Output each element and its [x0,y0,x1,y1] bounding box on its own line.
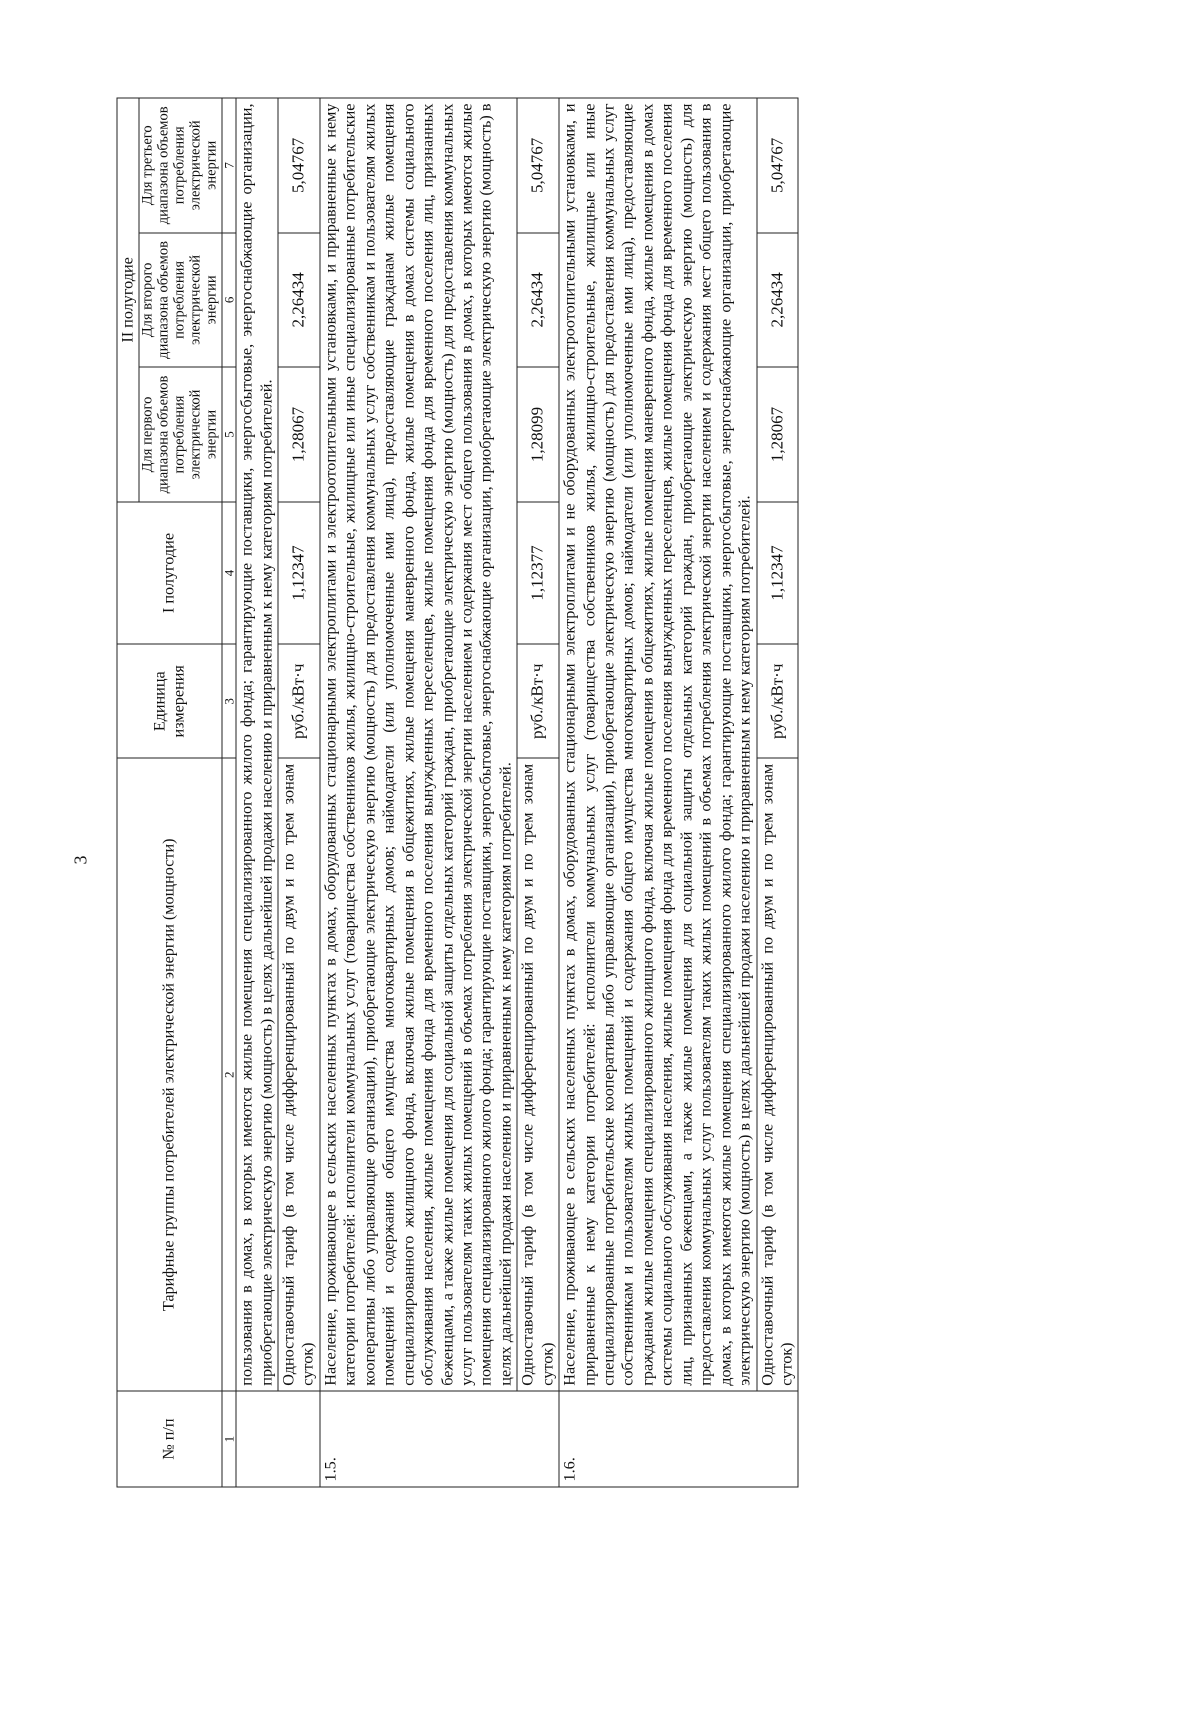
header-h2-sub2: Для второго диапазона объемов потребления электрической энергии [139,232,222,367]
column-number: 1 [222,1391,236,1487]
h2-range1-value: 1,28067 [278,367,320,502]
h2-range3-value: 5,04767 [756,98,798,233]
column-number: 5 [222,367,236,502]
tariff-label: Одноставочный тариф (в том числе дифференцированный по двум и по трем зонам суток) [278,758,320,1391]
header-col-groups: Тарифные группы потребителей электрической энергии (мощности) [117,758,222,1391]
header-col-no: № п/п [117,1391,222,1487]
column-number: 6 [222,232,236,367]
header-col-unit: Единица измерения [117,644,222,758]
header-h2-sub3: Для третьего диапазона объемов потребления электрической энергии [139,98,222,233]
unit-cell: руб./кВт·ч [278,644,320,758]
tariff-label: Одноставочный тариф (в том числе дифференцированный по двум и по трем зонам суток) [756,758,798,1391]
h2-range3-value: 5,04767 [517,98,559,233]
h1-value: 1,12347 [756,501,798,644]
unit-cell: руб./кВт·ч [756,644,798,758]
tariff-row [278,98,320,1487]
h1-value: 1,12377 [517,501,559,644]
h2-range1-value: 1,28067 [756,367,798,502]
unit-cell: руб./кВт·ч [517,644,559,758]
h2-range2-value: 2,26434 [756,232,798,367]
page-number: 3 [70,855,90,864]
header-col-h1: I полугодие [117,501,222,644]
h2-range1-value: 1,28099 [517,367,559,502]
h2-range2-value: 2,26434 [278,232,320,367]
tariff-table [116,97,798,1487]
row-number [236,1391,320,1487]
row-description: Население, проживающее в сельских населенных пунктах в домах, оборудованных стационарными электроплитами и электроотопительными установками, и приравненные к нему категории потребителей: исполнители коммунальных услуг (товарищества собственников жилья, жилищно-строительные, жилищные или иные специализированные потребительские кооперативы либо управляющие организации), приобретающие электрическую энергию (мощность) для предоставления коммунальных услуг собственникам и пользователям жилых помещений и содержания общего имущества многоквартирных домов; наймодатели (или уполномоченные ими лица), предоставляющие гражданам жилые помещения специализированного жилищного фонда, включая жилые помещения в общежитиях, жилые помещения маневренного фонда, жилые помещения в домах системы социального обслуживания населения, жилые помещения фонда для временного поселения вынужденных переселенцев, жилые помещения фонда для временного поселения лиц, признанных беженцами, а также жилые помещения для социальной защиты отдельных категорий граждан, приобретающие электрическую энергию (мощность) для предоставления коммунальных услуг пользователям таких жилых помещений в объемах потребления электрической энергии населением и содержания мест общего пользования в домах, в которых имеются жилые помещения специализированного жилого фонда; гарантирующие поставщики, энергосбытовые, энергоснабжающие организации, приобретающие электрическую энергию (мощность) в целях дальнейшей продажи населению и приравненным к нему категориям потребителей. [319,98,516,1391]
tariff-row [756,98,798,1487]
row-number: 1.5. [319,1391,558,1487]
h2-range2-value: 2,26434 [517,232,559,367]
column-number: 2 [222,758,236,1391]
row-number: 1.6. [559,1391,798,1487]
h1-value: 1,12347 [278,501,320,644]
header-h2-sub1: Для первого диапазона объемов потребления электрической энергии [139,367,222,502]
header-row [117,98,139,1487]
tariff-label: Одноставочный тариф (в том числе дифференцированный по двум и по трем зонам суток) [517,758,559,1391]
column-number: 7 [222,98,236,233]
column-number-row [222,98,236,1487]
table-row [319,98,516,1487]
table-row [236,98,278,1487]
h2-range3-value: 5,04767 [278,98,320,233]
table-row [559,98,756,1487]
row-description: Население, проживающее в сельских населенных пунктах в домах, оборудованных стационарными электроплитами и не оборудованных электроотопительными установками, и приравненные к нему категории потребителей: исполнители коммунальных услуг (товарищества собственников жилья, жилищно-строительные, жилищные или иные специализированные потребительские кооперативы либо управляющие организации), приобретающие электрическую энергию (мощность) для предоставления коммунальных услуг собственникам и пользователям жилых помещений и содержания общего имущества многоквартирных домов; наймодатели (или уполномоченные ими лица), предоставляющие гражданам жилые помещения специализированного жилищного фонда, включая жилые помещения в общежитиях, жилые помещения маневренного фонда, жилые помещения в домах системы социального обслуживания населения, жилые помещения фонда для временного поселения вынужденных переселенцев, жилые помещения фонда для временного поселения лиц, признанных беженцами, а также жилые помещения для социальной защиты отдельных категорий граждан, приобретающие электрическую энергию (мощность) для предоставления коммунальных услуг пользователям таких жилых помещений в объемах потребления электрической энергии населением и содержания мест общего пользования в домах, в которых имеются жилые помещения специализированного жилого фонда; гарантирующие поставщики, энергосбытовые, энергоснабжающие организации, приобретающие электрическую энергию (мощность) в целях дальнейшей продажи населению и приравненным к нему категориям потребителей. [559,98,756,1391]
header-col-h2: II полугодие [117,98,139,502]
tariff-row [517,98,559,1487]
column-number: 4 [222,501,236,644]
column-number: 3 [222,644,236,758]
row-description: пользования в домах, в которых имеются жилые помещения специализированного жилого фонда; гарантирующие поставщики, энергосбытовые, энергоснабжающие организации, приобретающие электрическую энергию (мощность) в целях дальнейшей продажи населению и приравненным к нему категориям потребителей. [236,98,278,1391]
